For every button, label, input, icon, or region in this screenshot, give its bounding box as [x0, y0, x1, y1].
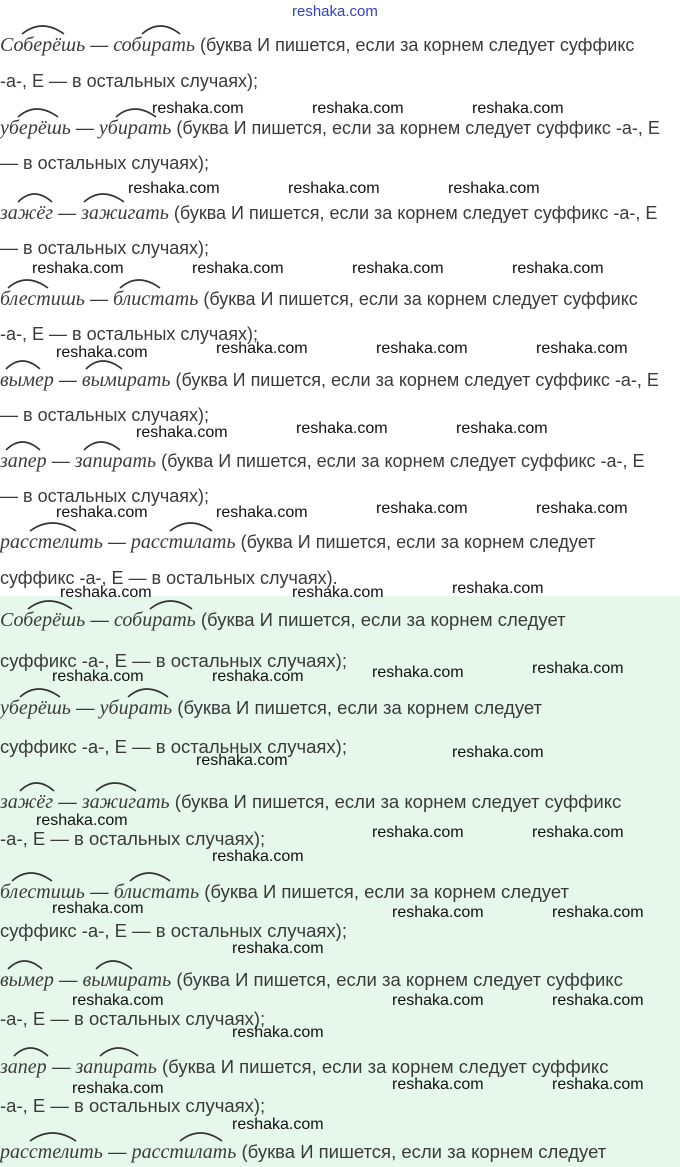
watermark: reshaka.com: [36, 812, 128, 829]
answer-entry-3-cont: -а-, Е — в остальных случаях);: [0, 828, 266, 849]
answer-entry-4-cont: суффикс -а-, Е — в остальных случаях);: [0, 920, 347, 941]
watermark: reshaka.com: [532, 660, 624, 677]
watermark: reshaka.com: [56, 344, 148, 361]
answer-entry-5-cont: -а-, Е — в остальных случаях);: [0, 1008, 266, 1029]
answer-entry-7: расстелить — расстилать (буква И пишется, если за корнем следует: [0, 1141, 607, 1163]
watermark: reshaka.com: [52, 668, 144, 685]
watermark: reshaka.com: [312, 100, 404, 117]
entry-6-cont: — в остальных случаях);: [0, 486, 210, 506]
watermark: reshaka.com: [60, 584, 152, 601]
entry-4: блестишь — блистать (буква И пишется, если за корнем следует суффикс: [0, 288, 638, 310]
watermark: reshaka.com: [392, 992, 484, 1009]
watermark: reshaka.com: [212, 668, 304, 685]
watermark: reshaka.com: [292, 584, 384, 601]
watermark: reshaka.com: [232, 1116, 324, 1133]
entry-3-cont: — в остальных случаях);: [0, 238, 210, 258]
answer-entry-6-cont: -а-, Е — в остальных случаях);: [0, 1095, 266, 1116]
watermark: reshaka.com: [532, 824, 624, 841]
watermark: reshaka.com: [536, 500, 628, 517]
watermark: reshaka.com: [552, 1076, 644, 1093]
watermark: reshaka.com: [452, 580, 544, 597]
watermark: reshaka.com: [352, 260, 444, 277]
watermark: reshaka.com: [392, 904, 484, 921]
answer-entry-1: Соберёшь — собирать (буква И пишется, если за корнем следует: [0, 609, 566, 631]
watermark: reshaka.com: [456, 420, 548, 437]
watermark: reshaka.com: [52, 900, 144, 917]
watermark: reshaka.com: [56, 504, 148, 521]
watermark: reshaka.com: [152, 100, 244, 117]
watermark: reshaka.com: [136, 424, 228, 441]
entry-4-cont: -а-, Е — в остальных случаях);: [0, 324, 259, 344]
watermark: reshaka.com: [296, 420, 388, 437]
watermark: reshaka.com: [196, 752, 288, 769]
entry-1: Соберёшь — собирать (буква И пишется, если за корнем следует суффикс: [0, 34, 635, 56]
watermark: reshaka.com: [376, 500, 468, 517]
answer-entry-6: запер — запирать (буква И пишется, если за корнем следует суффикс: [0, 1056, 609, 1078]
watermark: reshaka.com: [292, 3, 378, 20]
watermark: reshaka.com: [72, 992, 164, 1009]
watermark: reshaka.com: [216, 504, 308, 521]
entry-2-cont: — в остальных случаях);: [0, 153, 210, 173]
watermark: reshaka.com: [372, 664, 464, 681]
entry-2: уберёшь — убирать (буква И пишется, если за корнем следует суффикс -а-, Е: [0, 117, 660, 139]
entry-1-cont: -а-, Е — в остальных случаях);: [0, 71, 259, 91]
entry-3: зажёг — зажигать (буква И пишется, если за корнем следует суффикс -а-, Е: [0, 202, 658, 224]
entry-5: вымер — вымирать (буква И пишется, если за корнем следует суффикс -а-, Е: [0, 369, 659, 391]
answer-entry-2-cont: суффикс -а-, Е — в остальных случаях);: [0, 736, 347, 757]
answer-entry-5: вымер — вымирать (буква И пишется, если за корнем следует суффикс: [0, 969, 623, 991]
watermark: reshaka.com: [32, 260, 124, 277]
watermark: reshaka.com: [288, 180, 380, 197]
entry-7: расстелить — расстилать (буква И пишется, если за корнем следует: [0, 531, 596, 553]
watermark: reshaka.com: [512, 260, 604, 277]
watermark: reshaka.com: [452, 744, 544, 761]
watermark: reshaka.com: [392, 1076, 484, 1093]
watermark: reshaka.com: [128, 180, 220, 197]
watermark: reshaka.com: [536, 340, 628, 357]
watermark: reshaka.com: [232, 1024, 324, 1041]
rule-text: (буква И пишется, если за корнем следует суффикс: [200, 35, 635, 55]
entry-6: запер — запирать (буква И пишется, если за корнем следует суффикс -а-, Е: [0, 450, 645, 472]
answer-entry-2: уберёшь — убирать (буква И пишется, если за корнем следует: [0, 697, 543, 719]
watermark: reshaka.com: [552, 992, 644, 1009]
answer-entry-3: зажёг — зажигать (буква И пишется, если за корнем следует суффикс: [0, 791, 622, 813]
answer-entry-1-cont: суффикс -а-, Е — в остальных случаях);: [0, 650, 347, 671]
watermark: reshaka.com: [372, 824, 464, 841]
watermark: reshaka.com: [232, 940, 324, 957]
word-sobirat: собирать: [113, 34, 195, 56]
watermark: reshaka.com: [192, 260, 284, 277]
entry-5-cont: — в остальных случаях);: [0, 405, 210, 425]
watermark: reshaka.com: [552, 904, 644, 921]
watermark: reshaka.com: [448, 180, 540, 197]
watermark: reshaka.com: [472, 100, 564, 117]
word-soberesh: Соберёшь: [0, 34, 86, 56]
entry-7-cont: суффикс -а-, Е — в остальных случаях).: [0, 568, 338, 588]
watermark: reshaka.com: [216, 340, 308, 357]
watermark: reshaka.com: [212, 848, 304, 865]
answer-entry-4: блестишь — блистать (буква И пишется, если за корнем следует: [0, 881, 569, 903]
watermark: reshaka.com: [72, 1080, 164, 1097]
watermark: reshaka.com: [376, 340, 468, 357]
